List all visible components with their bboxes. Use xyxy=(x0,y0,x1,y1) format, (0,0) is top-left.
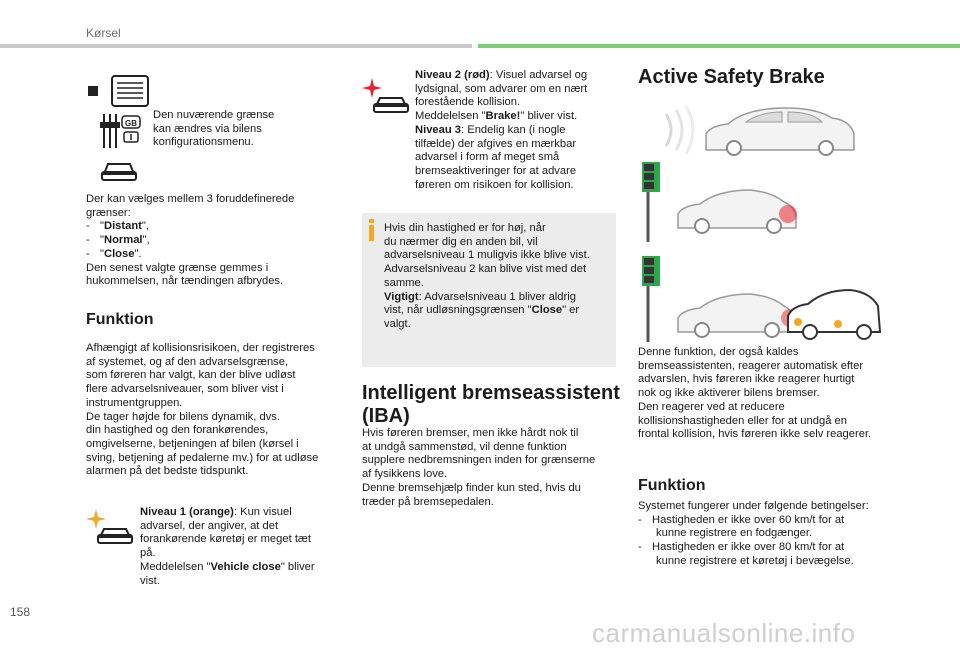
info-line: valgt. xyxy=(384,317,411,330)
info-icon xyxy=(366,219,378,241)
level1-line: på. xyxy=(140,547,156,560)
info-line: samme. xyxy=(384,276,424,289)
level1-line: vist. xyxy=(140,574,160,587)
funktion-conditions xyxy=(638,500,908,569)
option-close: - "Close". xyxy=(86,247,142,260)
intro-line: Der kan vælges mellem 3 foruddefinerede xyxy=(86,193,295,205)
collision-warning-red-icon xyxy=(362,76,412,116)
watermark: carmanualsonline.info xyxy=(592,618,856,648)
memory-line: Den senest valgte grænse gemmes i xyxy=(86,261,269,274)
desc-line: Den reagerer ved at reducere xyxy=(638,400,785,413)
iba-line: Hvis føreren bremser, men ikke hårdt nok til xyxy=(362,427,579,439)
info-line: vist, når udløsningsgrænsen "Close" er xyxy=(384,304,580,317)
car-radar-illustration xyxy=(636,104,884,156)
condition-line: kunne registrere et køretøj i bevægelse. xyxy=(656,554,854,567)
iba-heading xyxy=(362,382,620,428)
level3-line: Niveau 3: Endelig kan (i nogle xyxy=(415,123,566,136)
desc-line: frontal kollision, hvis føreren ikke selv reagerer. xyxy=(638,428,872,441)
level2-3-text xyxy=(415,69,615,192)
info-line: du nærmer dig en anden bil, vil xyxy=(384,235,538,248)
info-box-text xyxy=(384,222,614,332)
car-warning-illustration xyxy=(638,158,798,242)
threshold-intro xyxy=(86,193,356,289)
text-line: som føreren har valgt, kan der blive udløst xyxy=(86,369,296,382)
level2-line: lydsignal, som advarer om en nært xyxy=(415,82,588,95)
caption-line: Den nuværende grænse xyxy=(153,109,275,121)
header-divider-green xyxy=(478,44,960,48)
desc-line: bremseassistenten, reagerer automatisk efter xyxy=(638,359,864,372)
text-line: Afhængigt af kollisionsrisikoen, der registreres xyxy=(86,342,315,354)
level1-message: Meddelelsen "Vehicle close" bliver xyxy=(140,560,315,573)
level1-line: Niveau 1 (orange): Kun visuel xyxy=(140,506,292,518)
iba-line: træder på bremsepedalen. xyxy=(362,495,494,508)
text-line: flere advarselsniveauer, som bliver vist i xyxy=(86,383,284,396)
memory-line: hukommelsen, når tændingen afbrydes. xyxy=(86,275,284,288)
iba-line: Denne bremsehjælp finder kun sted, hvis du xyxy=(362,481,581,494)
section-title: Kørsel xyxy=(86,26,121,40)
level2-message: Meddelelsen "Brake!" bliver vist. xyxy=(415,110,578,123)
level1-text xyxy=(140,506,350,588)
funktion-heading-3: Funktion xyxy=(638,477,706,494)
text-line: af systemet, og af den advarselsgrænse, xyxy=(86,355,289,368)
iba-heading-line: (IBA) xyxy=(362,405,410,427)
level3-line: tilfælde) der afgives en mærkbar xyxy=(415,137,577,150)
desc-line: advarslen, hvis føreren ikke reagerer hurtigt xyxy=(638,373,855,386)
info-line: Advarselsniveau 2 kan blive vist med det xyxy=(384,263,587,276)
option-normal: - "Normal", xyxy=(86,234,150,247)
iba-line: supplere nedbremsningen inden for grænserne xyxy=(362,454,596,467)
text-line: omgivelserne, betjeningen af bilen (kørsel i xyxy=(86,437,299,450)
level3-line: føreren om risikoen for kollision. xyxy=(415,178,574,191)
text-line: din hastighed og den forankørendes, xyxy=(86,424,269,437)
steering-controls-icon xyxy=(84,72,154,184)
desc-line: nok og ikke aktiverer bilens bremser. xyxy=(638,387,820,400)
iba-text xyxy=(362,427,622,509)
funktion-text-1 xyxy=(86,342,356,479)
intro-line: grænser: xyxy=(86,206,131,219)
page-number: 158 xyxy=(10,605,31,619)
collision-warning-orange-icon xyxy=(86,507,136,547)
desc-line: kollisionshastigheden eller for at undgå en xyxy=(638,414,847,427)
condition-line: kunne registrere en fodgænger. xyxy=(656,527,813,540)
iba-line: af fysikkens love. xyxy=(362,468,448,481)
asb-description xyxy=(638,346,898,442)
iba-heading-line: Intelligent bremseassistent xyxy=(362,382,620,404)
iba-line: at undgå sammenstød, vil denne funktion xyxy=(362,440,567,453)
condition-item: - Hastigheden er ikke over 80 km/t for at xyxy=(638,541,845,554)
desc-line: Denne funktion, der også kaldes xyxy=(638,346,799,358)
caption-line: konfigurationsmenu. xyxy=(153,136,254,149)
level1-line: forankørende køretøj er meget tæt xyxy=(140,533,311,546)
conditions-intro: Systemet fungerer under følgende betingelser: xyxy=(638,500,869,512)
level1-line: advarsel, der angiver, at det xyxy=(140,519,279,532)
condition-item: - Hastigheden er ikke over 60 km/t for at xyxy=(638,513,845,526)
text-line: De tager højde for bilens dynamik, dvs. xyxy=(86,410,281,423)
car-braking-illustration xyxy=(638,252,884,342)
level2-line: Niveau 2 (rød): Visuel advarsel og xyxy=(415,69,588,81)
asb-heading: Active Safety Brake xyxy=(638,66,825,88)
caption-line: kan ændres via bilens xyxy=(153,122,262,135)
icon-caption xyxy=(153,109,274,150)
info-line: Vigtigt: Advarselsniveau 1 bliver aldrig xyxy=(384,290,576,303)
svg-text:GB: GB xyxy=(125,119,137,128)
text-line: instrumentgruppen. xyxy=(86,396,183,409)
info-line: Hvis din hastighed er for høj, når xyxy=(384,222,546,234)
funktion-heading-1: Funktion xyxy=(86,311,154,328)
text-line: alarmen på det bedste tidspunkt. xyxy=(86,465,249,478)
header-divider-gray xyxy=(0,44,472,48)
info-line: advarselsniveau 1 muligvis ikke blive vist. xyxy=(384,249,590,262)
text-line: sving, betjening af pedalerne mv.) for at udløse xyxy=(86,451,319,464)
level2-line: forestående kollision. xyxy=(415,96,521,109)
option-distant: - "Distant", xyxy=(86,220,149,233)
level3-line: bremseaktiveringer for at advare xyxy=(415,164,577,177)
level3-line: advarsel i form af meget små xyxy=(415,151,560,164)
